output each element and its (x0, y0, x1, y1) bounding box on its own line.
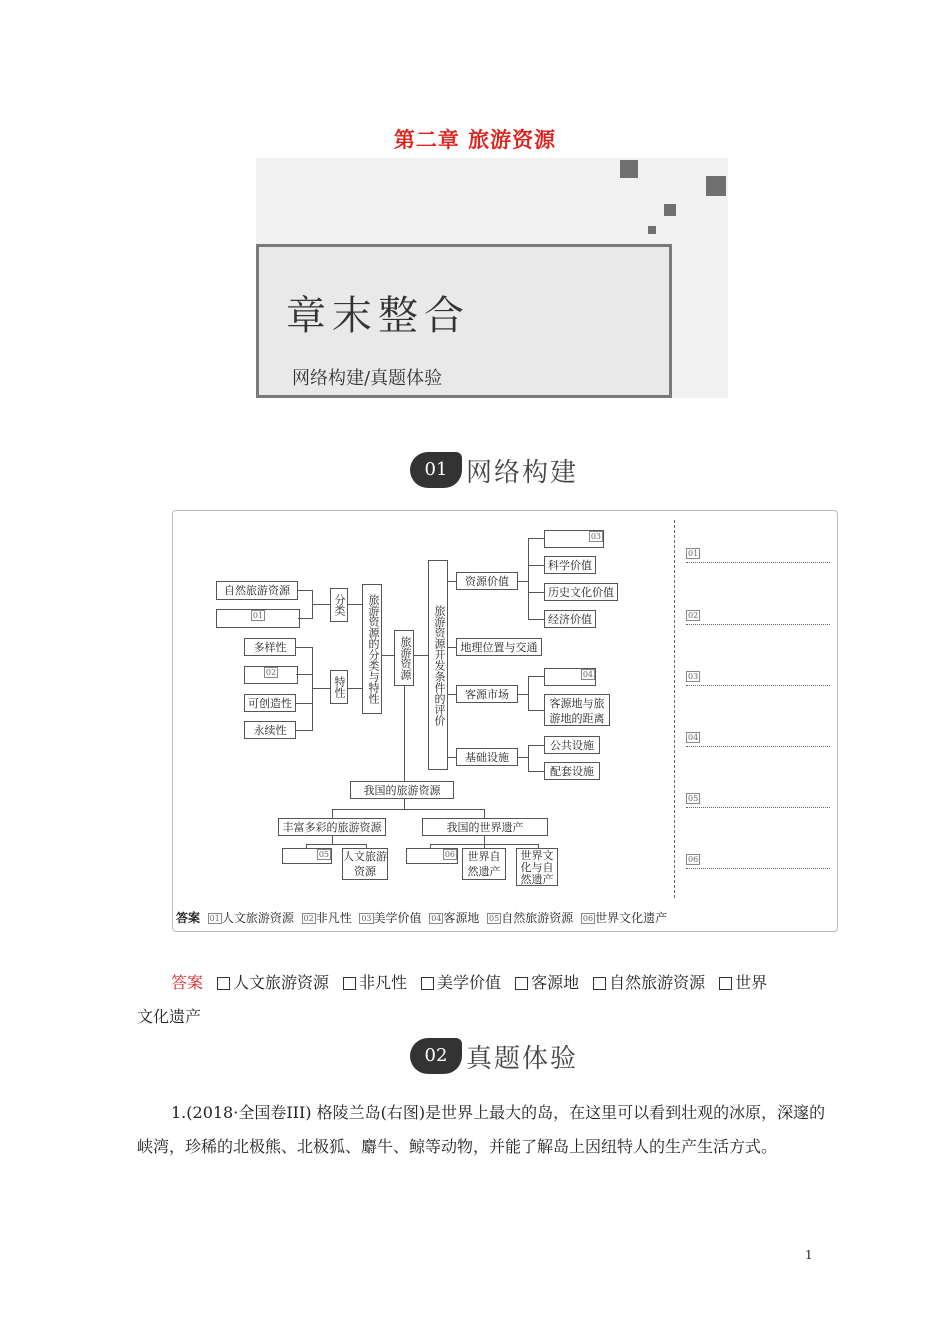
section-number-badge: 01 (410, 452, 462, 488)
banner-main-title: 章末整合 (286, 293, 470, 339)
node-trait-sustainable: 永续性 (244, 721, 296, 739)
node-distance: 客源地与旅游地的距离 (544, 694, 610, 726)
node-source-market: 客源市场 (456, 685, 518, 703)
question-1: 1.(2018·全国卷III) 格陵兰岛(右图)是世界上最大的岛，在这里可以看到壮观的冰原，深邃的峡湾，珍稀的北极熊、北极狐、麝牛、鲸等动物，并能了解岛上因纽特人的生产生活方式。 (137, 1103, 826, 1156)
node-trait-creatable: 可创造性 (244, 694, 296, 712)
node-center-tourism-resources: 旅游资源 (394, 630, 414, 686)
section-number-badge: 02 (410, 1038, 462, 1074)
banner-subtitle: 网络构建/真题体验 (292, 368, 443, 389)
answer-line: 01 (686, 548, 830, 563)
node-historical-value: 历史文化价值 (544, 583, 618, 601)
node-classify-traits: 旅游资源的分类与特性 (362, 584, 382, 714)
node-blank-02: 02 (244, 666, 298, 684)
answer-line: 02 (686, 610, 830, 625)
chapter-title: 第二章 旅游资源 (393, 127, 557, 152)
answer-line: 06 (686, 854, 830, 869)
node-cultural-resources: 人文旅游资源 (343, 850, 387, 878)
page-number: 1 (805, 1248, 813, 1262)
node-scientific-value: 科学价值 (544, 556, 596, 574)
node-traits: 特性 (330, 670, 348, 704)
node-blank-01: 01 (216, 609, 300, 628)
node-blank-04: 04 (544, 668, 596, 686)
section-title: 真题体验 (466, 1044, 579, 1074)
node-infrastructure: 基础设施 (456, 748, 518, 766)
node-mixed-heritage: 世界文化与自然遗产 (516, 848, 558, 886)
section-title: 网络构建 (466, 458, 579, 488)
figure-answer-key: 答案 01 人文旅游资源 02 非凡性 03 美学价值 04 客源地 05 自然旅游资源 06 世界文化遗产 (176, 911, 668, 925)
node-trait-diversity: 多样性 (244, 638, 296, 656)
node-supporting-facilities: 配套设施 (544, 762, 600, 780)
decor-square (664, 204, 676, 216)
node-natural-resource: 自然旅游资源 (216, 581, 298, 600)
node-blank-05: 05 (282, 848, 332, 864)
decor-square (620, 160, 638, 178)
answer-line: 04 (686, 732, 830, 747)
node-natural-heritage: 世界自然遗产 (462, 848, 506, 880)
node-resource-value: 资源价值 (456, 572, 518, 590)
decor-square (706, 176, 726, 196)
answer-line: 05 (686, 793, 830, 808)
answer-paragraph: 答案 人文旅游资源 非凡性 美学价值 客源地 自然旅游资源 世界 文化遗产 (137, 973, 768, 1026)
node-blank-03: 03 (544, 530, 604, 548)
node-china-resources: 我国的旅游资源 (350, 781, 454, 799)
node-development-evaluation: 旅游资源开发条件的评价 (428, 560, 448, 770)
node-world-heritage: 我国的世界遗产 (422, 818, 548, 836)
node-rich-resources: 丰富多彩的旅游资源 (278, 818, 386, 836)
node-blank-06: 06 (406, 848, 458, 864)
node-classification: 分类 (330, 588, 348, 622)
node-location-transport: 地理位置与交通 (456, 638, 542, 656)
node-public-facilities: 公共设施 (544, 736, 600, 754)
decor-square (648, 226, 656, 234)
node-economic-value: 经济价值 (544, 610, 596, 628)
answer-label: 答案 (171, 973, 204, 992)
answer-line: 03 (686, 671, 830, 686)
